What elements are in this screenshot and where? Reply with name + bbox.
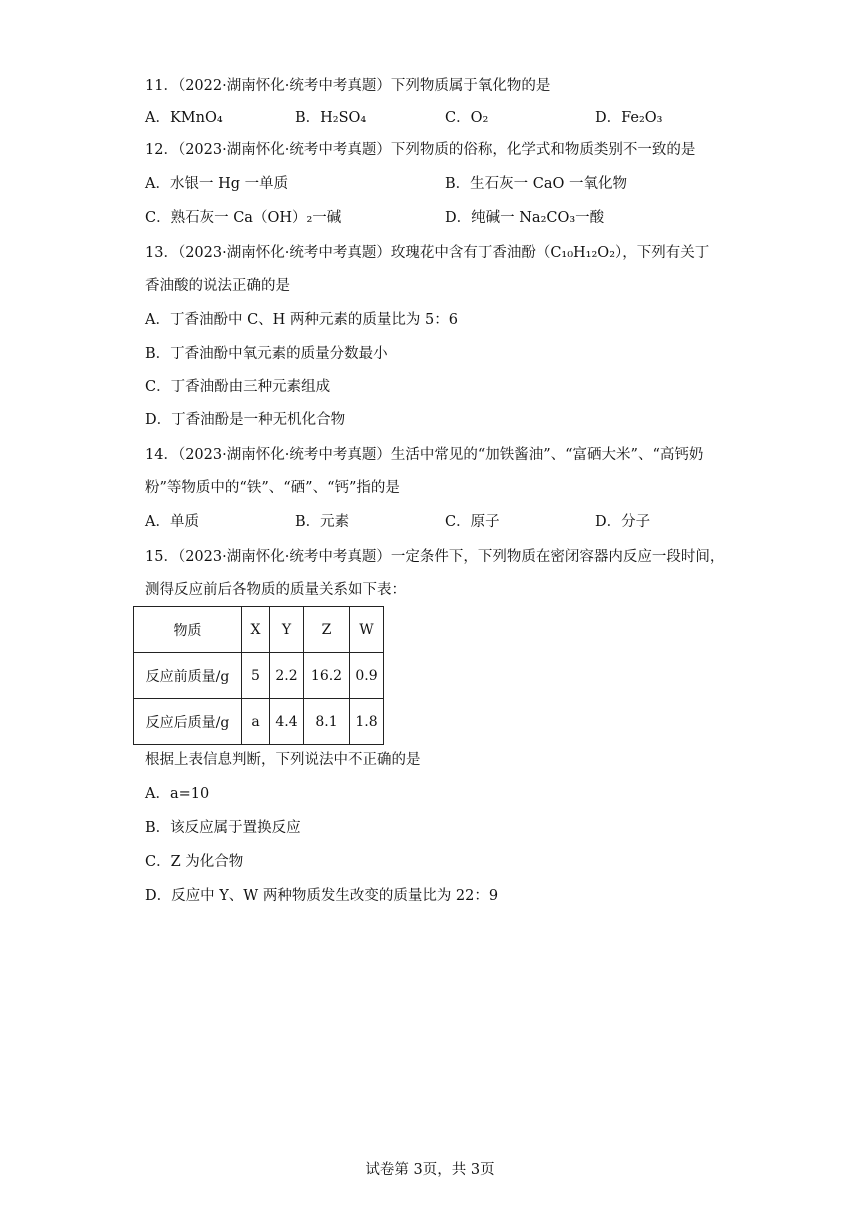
q11-stem: 11．（2022·湖南怀化·统考中考真题）下列物质属于氧化物的是 <box>145 78 551 94</box>
q12-stem: 12．（2023·湖南怀化·统考中考真题）下列物质的俗称，化学式和物质类别不一致的是 <box>145 142 696 158</box>
q13-option-d: D．丁香油酚是一种无机化合物 <box>145 412 346 428</box>
q13-stem-line2: 香油酸的说法正确的是 <box>145 278 290 294</box>
table-header-row <box>134 607 384 653</box>
table-cell: 8.1 <box>304 699 350 745</box>
q11-option-b: B．H₂SO₄ <box>295 110 367 126</box>
q13-option-a: A．丁香油酚中 C、H 两种元素的质量比为 5：6 <box>145 312 458 328</box>
table-cell: 1.8 <box>350 699 384 745</box>
table-cell: 5 <box>242 653 270 699</box>
table-cell: W <box>350 607 384 653</box>
q12-option-b: B．生石灰一 CaO 一氧化物 <box>445 176 627 192</box>
q14-stem-line2: 粉”等物质中的“铁”、“硒”、“钙”指的是 <box>145 480 400 496</box>
q12-option-d: D．纯碱一 Na₂CO₃一酸 <box>445 210 605 226</box>
q11-option-a: A．KMnO₄ <box>145 110 223 126</box>
q11-option-c: C．O₂ <box>445 110 489 126</box>
q12-option-c: C．熟石灰一 Ca（OH）₂一碱 <box>145 210 342 226</box>
q14-option-d: D．分子 <box>595 514 651 530</box>
q14-stem-line1: 14．（2023·湖南怀化·统考中考真题）生活中常见的“加铁酱油”、“富硒大米”、“高钙奶 <box>145 447 704 463</box>
q11-option-d: D．Fe₂O₃ <box>595 110 663 126</box>
q15-option-d: D．反应中 Y、W 两种物质发生改变的质量比为 22：9 <box>145 888 499 904</box>
q13-option-b: B．丁香油酚中氧元素的质量分数最小 <box>145 346 388 362</box>
q14-option-b: B．元素 <box>295 514 350 530</box>
q15-question: 根据上表信息判断，下列说法中不正确的是 <box>145 752 421 768</box>
q15-mass-table <box>133 606 384 745</box>
q15-option-a: A．a=10 <box>145 786 210 802</box>
table-cell: Y <box>270 607 304 653</box>
table-cell: 0.9 <box>350 653 384 699</box>
q12-option-a: A．水银一 Hg 一单质 <box>145 176 289 192</box>
table-row <box>134 653 384 699</box>
q15-option-b: B．该反应属于置换反应 <box>145 820 301 836</box>
q15-option-c: C．Z 为化合物 <box>145 854 244 870</box>
page-footer: 试卷第 3页，共 3页 <box>365 1162 495 1178</box>
table-cell: 物质 <box>134 607 242 653</box>
q13-stem-line1: 13．（2023·湖南怀化·统考中考真题）玫瑰花中含有丁香油酚（C₁₀H₁₂O₂），下列有关丁 <box>145 245 710 261</box>
q13-option-c: C．丁香油酚由三种元素组成 <box>145 379 331 395</box>
table-cell: 2.2 <box>270 653 304 699</box>
table-cell: a <box>242 699 270 745</box>
table-cell: 4.4 <box>270 699 304 745</box>
table-cell: 16.2 <box>304 653 350 699</box>
q15-stem-line1: 15．（2023·湖南怀化·统考中考真题）一定条件下，下列物质在密闭容器内反应一段时间， <box>145 549 725 565</box>
table-cell: Z <box>304 607 350 653</box>
table-cell: X <box>242 607 270 653</box>
q14-option-a: A．单质 <box>145 514 199 530</box>
q14-option-c: C．原子 <box>445 514 500 530</box>
table-cell: 反应前质量/g <box>134 653 242 699</box>
table-cell: 反应后质量/g <box>134 699 242 745</box>
q15-stem-line2: 测得反应前后各物质的质量关系如下表： <box>145 582 406 598</box>
table-row <box>134 699 384 745</box>
